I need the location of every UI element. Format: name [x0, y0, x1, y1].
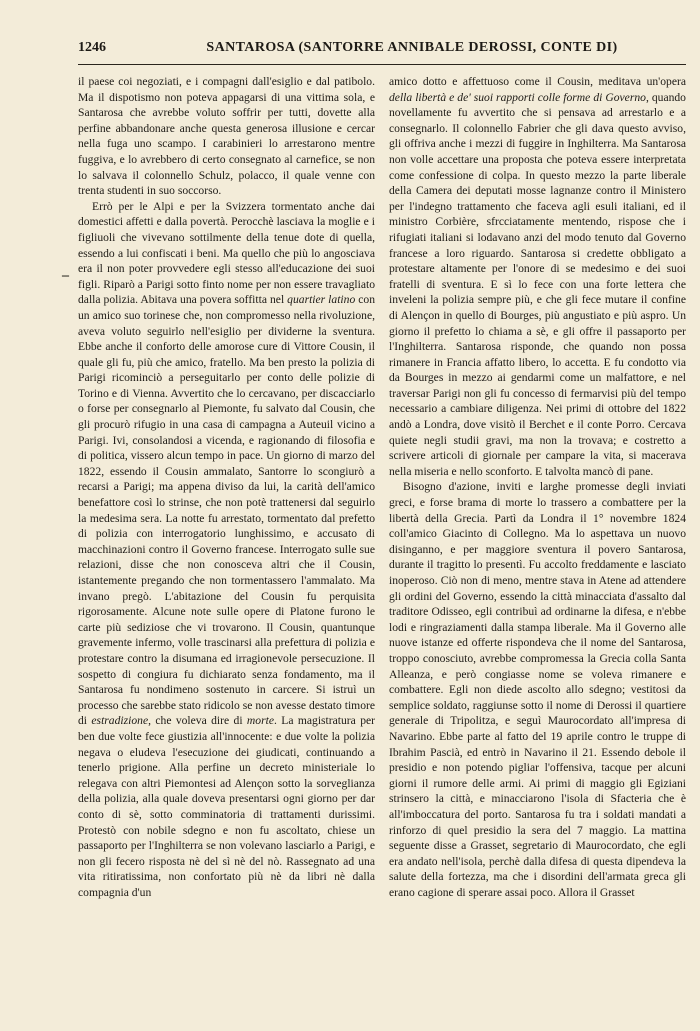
italic-text: quartier latino	[287, 293, 356, 307]
italic-text: della libertà e de' suoi rapporti colle forme di Governo	[389, 90, 646, 104]
paragraph: Bisogno d'azione, inviti e larghe promesse degli inviati greci, e forse brama di morte lo trassero a combattere per la libertà della Grecia. Partì da Londra il 1° novembre 1824 coll'amico Giacinto di Collegno. Ma lo aspettava un nuovo disinganno, e per maggiore sventura il povero Santarosa, durante il tragitto lo presentì. Fu accolto freddamente e lasciato inoperoso. Ciò non di meno, mentre stava in Atene ad attendere gli ordini del Governo, essendo la città minacciata d'assalto dal traditore Odisseo, egli contribuì ad ordinarne la difesa, e n'ebbe lodi e ringraziamenti dalla stampa liberale. Ma il Governo alle nuove istanze ed offerte rispondeva che il nome del Santarosa, troppo conosciuto, avrebbe compromessa la Grecia colla Santa Alleanza, e però congiasse nome se voleva rimanere e combattere. Egli non diede ascolto allo sdegno; vestitosi da semplice soldato, raggiunse sotto il nome di Derossi il quartiere generale di Tripolitza, e seguì Maurocordato all'impresa di Navarino. Ebbe parte al fatto del 19 aprile contro le truppe di Ibrahim Pascià, ed entrò in Navarino il 21. Essendo debole il presidio e non potendo pigliar l'offensiva, tacque per alcuni giorni il rumore delle armi. Ai primi di maggio gli Egiziani strinsero la città, e minacciarono l'isola di Sfacteria che è all'imboccatura del porto. Santarosa fu tra i soldati mandati a rinforzo di quel presidio la sera del 7 maggio. La mattina seguente disse a Grasset, segretario di Maurocordato, che egli era andato nell'isola, perchè dalla difesa di questa dipendeva la salute della fortezza, ma che i disordini dell'armata greca gli erano cagione di sperare assai poco. Allora il Grasset	[389, 480, 686, 899]
page-header	[78, 40, 686, 65]
paragraph	[78, 199, 375, 901]
text-run: amico dotto e affettuoso come il Cousin, meditava un'opera	[389, 75, 686, 88]
margin-mark: –	[62, 268, 69, 283]
text-run: con un amico suo torinese che, non compromesso nella rivoluzione, aveva voluto seguirlo nell'esiglio per dividerne la sventura. Ebbe anche il conforto delle amorose cure di Vittore Cousin, il quale gli fu, più che amico, fratello. Ma ben presto la polizia di Parigi ricominciò a perseguitarlo per conto delle polizie di Torino e di Vienna. Avvertito che lo cercavano, per discacciarlo o forse per consegnarlo al Piemonte, fu salvato dal Cousin, che gli procurò rifugio in una casa di campagna a Auteuil vicino a Parigi. Ivi, consolandosi a vicenda, e ragionando di filosofia e di politica, vissero alcun tempo in pace. Un giorno di marzo del 1822, essendo il Cousin ammalato, Santorre lo scongiurò a recarsi a Parigi; ma appena diviso da lui, la carità dell'amico benefattore così lo strinse, che non potè trattenersi dal seguirlo la medesima sera. La notte fu arrestato, tormentato dal prefetto di polizia con interrogatorio lunghissimo, e accusato di macchinazioni contro il Governo francese. Interrogato sulle sue relazioni, disse che non conosceva altri che il Cousin, istantemente pregando che non tormentassero l'ammalato. Ma invano pregò. L'abitazione del Cousin fu perquisita rigorosamente. Alcune note sulle opere di Platone furono le carte più sediziose che vi trovarono. Il Cousin, quantunque gravemente infermo, volle trascinarsi alla prefettura di polizia e protestare contro la disumana ed irragionevole persecuzione. Il sospetto di congiura fu dichiarato senza fondamento, ma il Santarosa fu nondimeno sostenuto in carcere. Si istruì un processo che sarebbe stato ridicolo se non avesse destato timore di	[78, 293, 375, 728]
page-number: 1246	[78, 40, 106, 55]
text-run: , quando novellamente fu avvertito che si pensava ad arrestarlo e a consegnarlo. Il colonnello Fabrier che gli dava questo avviso, gli offriva anche i mezzi di fuggire in Inghilterra. Ma Santarosa non volle accettare una proposta che poteva essere interpretata come confessione di colpa. In questo mezzo la parte liberale della Camera dei deputati mosse lagnanze contro il Ministero per l'indegno trattamento che faceva agli esuli italiani, ed il ministro Corbière, sfrcciatamente mentendo, rispose che i rifugiati italiani si lodavano anzi del modo tenuto dal Governo francese a loro riguardo. Santarosa si credette obbligato a protestare altamente per l'onore di se medesimo e dei suoi fratelli di sventura. E sì lo fece con una forte lettera che inveleni la polizia sempre più, e che gli fece mutare il confine di Alençon in quello di Bourges, più angustiato e più aspro. Un giorno il prefetto lo chiama a sè, e gli offre il passaporto per l'Inghilterra. Santarosa risponde, che quando non possa rimanere in Francia affatto libero, lo accetta. E fu condotto via da Bourges in mezzo ai gendarmi come un malfattore, e nel traversar Parigi non gli fu concesso di fermarvisi più del tempo necessario a cambiare diligenza. Nei primi di ottobre del 1822 andò a Londra, dove visitò il Berchet e il conte Porro. Cercava quiete negli studii gravi, ma non la trovava; e costretto a scrivere articoli di giornale per campare la vita, si macerava nella miseria e nello sconforto. E talvolta mancò di pane.	[389, 90, 686, 478]
italic-text: morte	[246, 714, 274, 728]
text-run: , che voleva dire di	[148, 714, 247, 728]
italic-text: estradizione	[91, 714, 149, 728]
left-column	[78, 74, 375, 1013]
text-run: Errò per le Alpi e per la Svizzera tormentato anche dai domestici affetti e dalla povertà. Perocchè lasciava la moglie e i figliuoli che vivevano sottilmente della tenue dote di quella, essendo a lui confiscati i beni. Ma quello che più lo angosciava era il non poter provvedere egli stesso all'educazione dei suoi figli. Riparò a Parigi sotto finto nome per non essere travagliato dalla polizia. Abitava una povera soffitta nel	[78, 199, 375, 307]
right-column	[389, 74, 686, 1013]
paragraph	[389, 74, 686, 479]
text-columns	[78, 74, 686, 1013]
text-run: . La magistratura per ben due volte fece giustizia all'innocente: e due volte la polizia negava o eludeva l'esecuzione dei giudicati, continuando a tenerlo prigione. Alla perfine un decreto ministeriale lo relegava con altri Piemontesi ad Alençon sotto la sorveglianza della polizia, alla quale doveva presentarsi ogni giorno per dar conto di sè, sotto comminatoria di trattamenti durissimi. Protestò con nobile sdegno e non fu ascoltato, chiese un passaporto per l'Inghilterra se non volevano lasciarlo a Parigi, e non gli fecero risposta nè del sì nè del nò. Rassegnato ad una vita ritiratissima, non confortato più nè da libri nè dalla compagnia d'un	[78, 714, 375, 899]
paragraph: il paese coi negoziati, e i compagni dall'esiglio e dal patibolo. Ma il dispotismo non poteva appagarsi di una vittima sola, e Santarosa che avrebbe voluto soffrir per tutti, dovette alla perfine abbandonare anche questa generosa illusione e cercar nella fuga uno scampo. I carabinieri lo arrestarono mentre fuggiva, e lo avrebbero di certo consegnato al carnefice, se non lo salvava il colonnello Schulz, polacco, il quale venne con trenta studenti in suo soccorso.	[78, 75, 375, 198]
running-title: SANTAROSA (SANTORRE ANNIBALE DEROSSI, CONTE DI)	[206, 40, 618, 55]
